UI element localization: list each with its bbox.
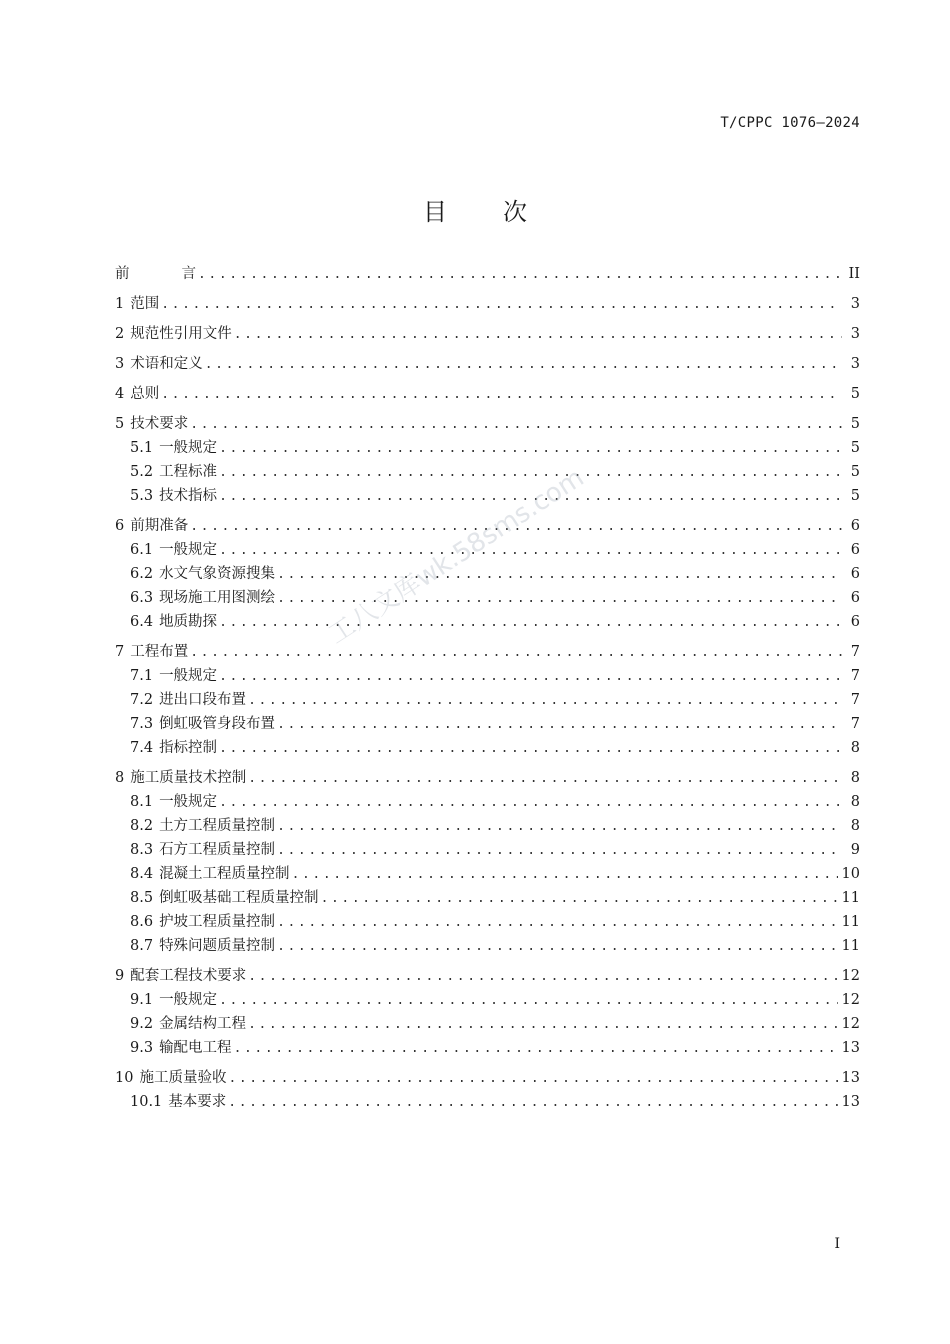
toc-entry-label: 工程标准 xyxy=(159,464,218,480)
toc-entry-label: 基本要求 xyxy=(168,1094,227,1110)
toc-subsection-entry[interactable] xyxy=(115,814,860,838)
toc-chapter-entry[interactable] xyxy=(115,382,860,406)
toc-subsection-entry[interactable] xyxy=(115,688,860,712)
toc-leader-dots xyxy=(248,965,837,989)
toc-leader-dots xyxy=(277,911,837,935)
toc-entry-label: 施工质量验收 xyxy=(139,1070,227,1086)
toc-entry-number: 6 xyxy=(115,518,125,534)
toc-subsection-entry[interactable] xyxy=(115,562,860,586)
toc-leader-dots xyxy=(219,485,842,509)
toc-leader-dots xyxy=(228,1067,837,1091)
toc-entry-number: 2 xyxy=(115,326,125,342)
toc-entry-number: 1 xyxy=(115,296,125,312)
toc-entry-page: 12 xyxy=(841,1016,860,1032)
toc-subsection-entry[interactable] xyxy=(115,838,860,862)
toc-entry-label: 地质勘探 xyxy=(159,614,218,630)
toc-subsection-entry[interactable] xyxy=(115,484,860,508)
toc-entry-page: 8 xyxy=(850,740,860,756)
toc-chapter-entry[interactable] xyxy=(115,514,860,538)
toc-chapter-entry[interactable] xyxy=(115,292,860,316)
toc-leader-dots xyxy=(190,515,842,539)
toc-entry-label: 石方工程质量控制 xyxy=(159,842,276,858)
toc-entry-page: 13 xyxy=(841,1040,860,1056)
document-code: T/CPPC 1076—2024 xyxy=(720,115,860,131)
toc-entry-page: 5 xyxy=(850,464,860,480)
toc-entry-page: 7 xyxy=(850,668,860,684)
toc-leader-dots xyxy=(248,1013,837,1037)
toc-subsection-entry[interactable] xyxy=(115,910,860,934)
toc-entry-number: 6.3 xyxy=(130,590,154,606)
toc-subsection-entry[interactable] xyxy=(115,736,860,760)
toc-entry-label: 前期准备 xyxy=(130,518,189,534)
toc-entry-page: 5 xyxy=(850,440,860,456)
toc-chapter-entry[interactable] xyxy=(115,640,860,664)
toc-entry-number: 9.3 xyxy=(130,1040,154,1056)
toc-entry-label: 一般规定 xyxy=(159,542,218,558)
toc-entry-label: 范围 xyxy=(130,296,160,312)
toc-leader-dots xyxy=(234,323,842,347)
toc-entry-label: 一般规定 xyxy=(159,992,218,1008)
toc-subsection-entry[interactable] xyxy=(115,460,860,484)
page-number: I xyxy=(834,1236,840,1252)
toc-subsection-entry[interactable] xyxy=(115,436,860,460)
toc-entry-number: 7.1 xyxy=(130,668,154,684)
toc-entry-page: 7 xyxy=(850,644,860,660)
toc-entry-number: 8 xyxy=(115,770,125,786)
toc-subsection-entry[interactable] xyxy=(115,934,860,958)
toc-chapter-entry[interactable] xyxy=(115,766,860,790)
toc-leader-dots xyxy=(277,587,842,611)
toc-entry-page: II xyxy=(848,266,860,282)
toc-entry-label: 特殊问题质量控制 xyxy=(159,938,276,954)
toc-chapter-entry[interactable] xyxy=(115,412,860,436)
toc-leader-dots xyxy=(219,665,842,689)
toc-subsection-entry[interactable] xyxy=(115,1036,860,1060)
toc-leader-dots xyxy=(198,263,842,287)
watermark: 工八文库wk.58sms.com xyxy=(323,462,590,651)
toc-entry-page: 6 xyxy=(850,542,860,558)
toc-leader-dots xyxy=(219,791,842,815)
toc-leader-dots xyxy=(161,293,842,317)
toc-leader-dots xyxy=(277,713,842,737)
toc-leader-dots xyxy=(190,641,842,665)
toc-subsection-entry[interactable] xyxy=(115,664,860,688)
toc-entry-page: 3 xyxy=(850,356,860,372)
toc-entry-label: 言 xyxy=(181,266,196,282)
toc-chapter-entry[interactable] xyxy=(115,322,860,346)
toc-subsection-entry[interactable] xyxy=(115,790,860,814)
toc-chapter-entry[interactable] xyxy=(115,262,860,286)
toc-entry-label: 倒虹吸管身段布置 xyxy=(159,716,276,732)
toc-entry-page: 13 xyxy=(841,1094,860,1110)
toc-leader-dots xyxy=(219,611,842,635)
toc-entry-page: 11 xyxy=(841,938,860,954)
toc-leader-dots xyxy=(234,1037,838,1061)
toc-entry-number: 8.2 xyxy=(130,818,154,834)
toc-entry-page: 6 xyxy=(850,566,860,582)
toc-entry-number: 9 xyxy=(115,968,125,984)
toc-subsection-entry[interactable] xyxy=(115,1090,860,1114)
toc-leader-dots xyxy=(219,989,837,1013)
toc-entry-page: 3 xyxy=(850,296,860,312)
toc-entry-page: 5 xyxy=(850,416,860,432)
toc-leader-dots xyxy=(219,461,842,485)
toc-entry-label: 技术指标 xyxy=(159,488,218,504)
toc-entry-page: 7 xyxy=(850,716,860,732)
toc-entry-number: 5.3 xyxy=(130,488,154,504)
toc-entry-label: 护坡工程质量控制 xyxy=(159,914,276,930)
toc-entry-label: 总则 xyxy=(130,386,160,402)
toc-entry-number: 8.6 xyxy=(130,914,154,930)
toc-entry-number: 8.7 xyxy=(130,938,154,954)
toc-entry-number: 6.1 xyxy=(130,542,154,558)
toc-leader-dots xyxy=(219,539,842,563)
toc-leader-dots xyxy=(205,353,842,377)
toc-leader-dots xyxy=(228,1091,837,1115)
page-title: 目次 xyxy=(423,198,583,226)
toc-leader-dots xyxy=(277,935,837,959)
toc-subsection-entry[interactable] xyxy=(115,886,860,910)
toc-leader-dots xyxy=(248,689,842,713)
toc-entry-label: 进出口段布置 xyxy=(159,692,247,708)
toc-leader-dots xyxy=(277,815,842,839)
toc-entry-label: 工程布置 xyxy=(130,644,189,660)
toc-subsection-entry[interactable] xyxy=(115,988,860,1012)
toc-entry-number: 7 xyxy=(115,644,125,660)
toc-entry-page: 5 xyxy=(850,386,860,402)
toc-leader-dots xyxy=(277,563,842,587)
toc-entry-number: 10 xyxy=(115,1070,134,1086)
toc-entry-label: 土方工程质量控制 xyxy=(159,818,276,834)
toc-entry-label: 配套工程技术要求 xyxy=(130,968,247,984)
toc-subsection-entry[interactable] xyxy=(115,610,860,634)
toc-entry-number: 9.1 xyxy=(130,992,154,1008)
toc-subsection-entry[interactable] xyxy=(115,538,860,562)
toc-entry-number: 5 xyxy=(115,416,125,432)
toc-subsection-entry[interactable] xyxy=(115,586,860,610)
toc-leader-dots xyxy=(248,767,842,791)
toc-subsection-entry[interactable] xyxy=(115,712,860,736)
toc-entry-number: 8.4 xyxy=(130,866,154,882)
toc-entry-number: 8.1 xyxy=(130,794,154,810)
toc-entry-page: 8 xyxy=(850,794,860,810)
toc-entry-page: 3 xyxy=(850,326,860,342)
toc-subsection-entry[interactable] xyxy=(115,862,860,886)
toc-entry-page: 10 xyxy=(841,866,860,882)
toc-entry-label: 一般规定 xyxy=(159,440,218,456)
toc-entry-label: 一般规定 xyxy=(159,794,218,810)
toc-entry-page: 8 xyxy=(850,770,860,786)
toc-entry-label: 金属结构工程 xyxy=(159,1016,247,1032)
toc-entry-label: 输配电工程 xyxy=(159,1040,232,1056)
toc-entry-number: 4 xyxy=(115,386,125,402)
toc-entry-number: 7.2 xyxy=(130,692,154,708)
toc-entry-page: 11 xyxy=(841,890,860,906)
toc-leader-dots xyxy=(219,437,842,461)
toc-chapter-entry[interactable] xyxy=(115,352,860,376)
toc-entry-label: 倒虹吸基础工程质量控制 xyxy=(159,890,319,906)
toc-entry-label: 水文气象资源搜集 xyxy=(159,566,276,582)
toc-chapter-entry[interactable] xyxy=(115,1066,860,1090)
toc-entry-number: 7.3 xyxy=(130,716,154,732)
toc-entry-number: 9.2 xyxy=(130,1016,154,1032)
toc-entry-page: 6 xyxy=(850,614,860,630)
toc-entry-page: 11 xyxy=(841,914,860,930)
toc-subsection-entry[interactable] xyxy=(115,1012,860,1036)
toc-entry-label: 施工质量技术控制 xyxy=(130,770,247,786)
toc-entry-label: 术语和定义 xyxy=(130,356,203,372)
toc-chapter-entry[interactable] xyxy=(115,964,860,988)
toc-entry-number: 8.3 xyxy=(130,842,154,858)
table-of-contents xyxy=(115,262,860,1114)
toc-entry-number: 7.4 xyxy=(130,740,154,756)
toc-leader-dots xyxy=(292,863,838,887)
toc-leader-dots xyxy=(277,839,842,863)
toc-leader-dots xyxy=(321,887,838,911)
toc-entry-page: 8 xyxy=(850,818,860,834)
toc-entry-number: 5.1 xyxy=(130,440,154,456)
toc-entry-page: 7 xyxy=(850,692,860,708)
toc-entry-page: 6 xyxy=(850,590,860,606)
toc-entry-number: 前 xyxy=(115,266,130,282)
toc-entry-label: 技术要求 xyxy=(130,416,189,432)
toc-leader-dots xyxy=(219,737,842,761)
toc-entry-page: 9 xyxy=(850,842,860,858)
toc-entry-number: 8.5 xyxy=(130,890,154,906)
toc-entry-page: 12 xyxy=(841,992,860,1008)
toc-entry-number: 3 xyxy=(115,356,125,372)
toc-entry-label: 一般规定 xyxy=(159,668,218,684)
toc-entry-number: 10.1 xyxy=(130,1094,163,1110)
toc-entry-label: 指标控制 xyxy=(159,740,218,756)
toc-entry-number: 5.2 xyxy=(130,464,154,480)
toc-leader-dots xyxy=(190,413,842,437)
toc-entry-page: 12 xyxy=(841,968,860,984)
toc-entry-label: 现场施工用图测绘 xyxy=(159,590,276,606)
toc-leader-dots xyxy=(161,383,842,407)
toc-entry-label: 混凝土工程质量控制 xyxy=(159,866,290,882)
toc-entry-page: 13 xyxy=(841,1070,860,1086)
toc-entry-number: 6.4 xyxy=(130,614,154,630)
toc-entry-page: 5 xyxy=(850,488,860,504)
toc-entry-page: 6 xyxy=(850,518,860,534)
toc-entry-label: 规范性引用文件 xyxy=(130,326,232,342)
toc-entry-number: 6.2 xyxy=(130,566,154,582)
